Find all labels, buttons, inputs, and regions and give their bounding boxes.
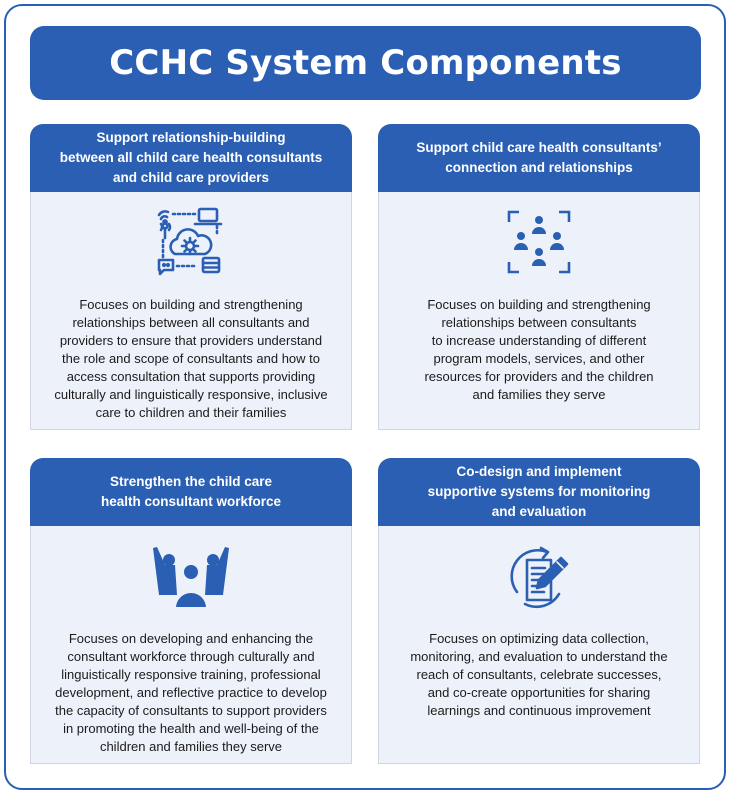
- card-heading-line: Support relationship-building: [96, 130, 286, 145]
- card-workforce: [30, 458, 352, 764]
- card-text-line: and families they serve: [472, 387, 606, 402]
- card-text-line: culturally and linguistically responsive, inclusive: [54, 387, 328, 402]
- card-text-line: children and families they serve: [99, 739, 283, 754]
- team-celebration-icon: [31, 526, 351, 630]
- card-text-line: reach of consultants, celebrate successes,: [416, 667, 662, 682]
- card-heading-line: health consultant workforce: [100, 494, 282, 509]
- card-text-line: development, and reflective practice to develop: [55, 685, 327, 700]
- card-heading: [378, 124, 700, 192]
- people-group-icon: [379, 192, 699, 292]
- card-heading: [378, 458, 700, 526]
- card-text-line: monitoring, and evaluation to understand the: [410, 649, 668, 664]
- card-consultant-connection: [378, 124, 700, 430]
- card-text-line: Focuses on optimizing data collection,: [429, 631, 649, 646]
- card-text-line: program models, services, and other: [433, 351, 645, 366]
- card-text-line: resources for providers and the children: [424, 369, 654, 384]
- card-heading-line: supportive systems for monitoring: [427, 484, 651, 499]
- card-description: [398, 630, 679, 720]
- card-text-line: learnings and continuous improvement: [427, 703, 651, 718]
- card-heading-line: Support child care health consultants’: [416, 140, 662, 155]
- card-heading: [30, 124, 352, 192]
- card-text-line: care to children and their families: [95, 405, 287, 420]
- card-relationship-building: [30, 124, 352, 430]
- card-text-line: in promoting the health and well-being of the: [63, 721, 319, 736]
- card-text-line: access consultation that supports providing: [66, 369, 316, 384]
- card-text-line: consultant workforce through culturally and: [67, 649, 315, 664]
- cloud-network-icon: [31, 192, 351, 292]
- title-banner: [30, 26, 701, 100]
- card-description: [43, 630, 339, 756]
- card-text-line: providers to ensure that providers understand: [59, 333, 323, 348]
- card-text-line: to increase understanding of different: [431, 333, 647, 348]
- card-heading-line: between all child care health consultants: [59, 150, 323, 165]
- card-heading-line: and child care providers: [112, 170, 270, 185]
- document-pencil-icon: [379, 526, 699, 630]
- card-body: [30, 526, 352, 764]
- card-heading-line: and evaluation: [491, 504, 587, 519]
- card-text-line: Focuses on developing and enhancing the: [68, 631, 314, 646]
- card-text-line: Focuses on building and strengthening: [427, 297, 651, 312]
- card-text-line: linguistically responsive training, professional: [61, 667, 321, 682]
- card-text-line: and co-create opportunities for sharing: [427, 685, 651, 700]
- card-heading: [30, 458, 352, 526]
- card-heading-line: Strengthen the child care: [109, 474, 273, 489]
- card-description: [42, 296, 339, 422]
- card-text-line: the role and scope of consultants and how to: [61, 351, 320, 366]
- card-text-line: the capacity of consultants to support providers: [55, 703, 327, 718]
- page-title: CCHC System Components: [109, 43, 622, 83]
- card-body: [30, 192, 352, 430]
- card-body: [378, 526, 700, 764]
- card-heading-line: connection and relationships: [445, 160, 633, 175]
- card-text-line: Focuses on building and strengthening: [79, 297, 303, 312]
- card-text-line: relationships between consultants: [441, 315, 637, 330]
- card-body: [378, 192, 700, 430]
- card-description: [412, 296, 665, 404]
- card-monitoring-evaluation: [378, 458, 700, 764]
- card-text-line: relationships between all consultants and: [72, 315, 310, 330]
- card-heading-line: Co-design and implement: [456, 464, 622, 479]
